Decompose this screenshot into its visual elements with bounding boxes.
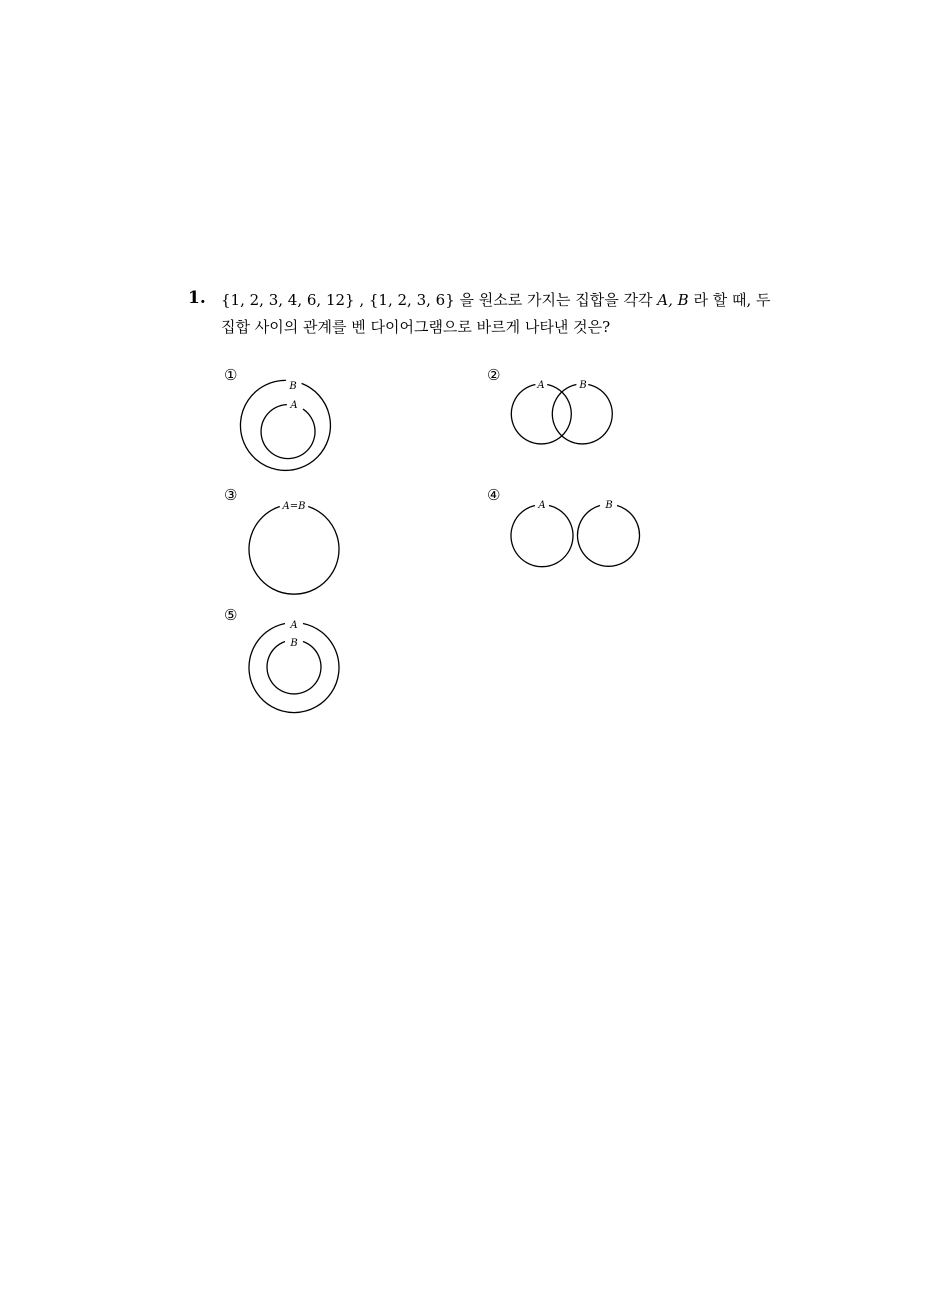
question-text-line-1 <box>221 289 771 310</box>
choice-3-circle <box>249 507 339 595</box>
choice-5-inner-circle <box>267 642 321 694</box>
choice-1-outer-label: B <box>289 381 297 392</box>
choice-2-venn-diagram <box>487 366 687 496</box>
question-text-line-2: 집합 사이의 관계를 벤 다이어그램으로 바르게 나타낸 것은? <box>221 318 611 336</box>
choice-5-venn-diagram <box>224 606 424 736</box>
question-text-part: 을 원소로 가지는 집합을 각각 <box>459 291 653 309</box>
choice-1-marker: ① <box>224 366 238 384</box>
choice-2-marker: ② <box>487 366 501 384</box>
choice-1-outer-circle <box>240 380 330 470</box>
choice-5[interactable] <box>224 606 424 736</box>
choice-1-inner-label: A <box>290 400 298 411</box>
choice-1[interactable] <box>224 366 424 496</box>
sets-expression: {1, 2, 3, 4, 6, 12} , {1, 2, 3, 6} <box>221 291 455 309</box>
choice-2-right-label: B <box>579 380 587 391</box>
set-names: A, B <box>657 291 689 309</box>
question-number: 1. <box>188 288 206 308</box>
choice-4-venn-diagram <box>487 486 687 616</box>
choice-2-circle-a <box>511 385 571 444</box>
choice-2[interactable] <box>487 366 687 496</box>
choice-5-outer-label: A <box>290 620 298 631</box>
choice-3-label: A=B <box>282 501 306 512</box>
choice-2-circle-b <box>552 385 612 444</box>
choice-4-marker: ④ <box>487 486 501 504</box>
question-text-part-end: 라 할 때, 두 <box>693 291 771 309</box>
choice-4[interactable] <box>487 486 687 616</box>
choice-5-marker: ⑤ <box>224 606 238 624</box>
choice-5-inner-label: B <box>290 638 298 649</box>
choice-3-venn-diagram <box>224 486 424 616</box>
choice-1-venn-diagram <box>224 366 424 496</box>
choice-5-outer-circle <box>249 624 339 713</box>
choice-3[interactable] <box>224 486 424 616</box>
choice-4-left-label: A <box>538 500 546 511</box>
choice-4-right-label: B <box>605 500 613 511</box>
choice-1-inner-circle <box>261 405 315 459</box>
choice-2-left-label: A <box>537 380 545 391</box>
choice-4-circle-b <box>578 506 640 567</box>
choice-3-marker: ③ <box>224 486 238 504</box>
choice-4-circle-a <box>511 506 573 567</box>
